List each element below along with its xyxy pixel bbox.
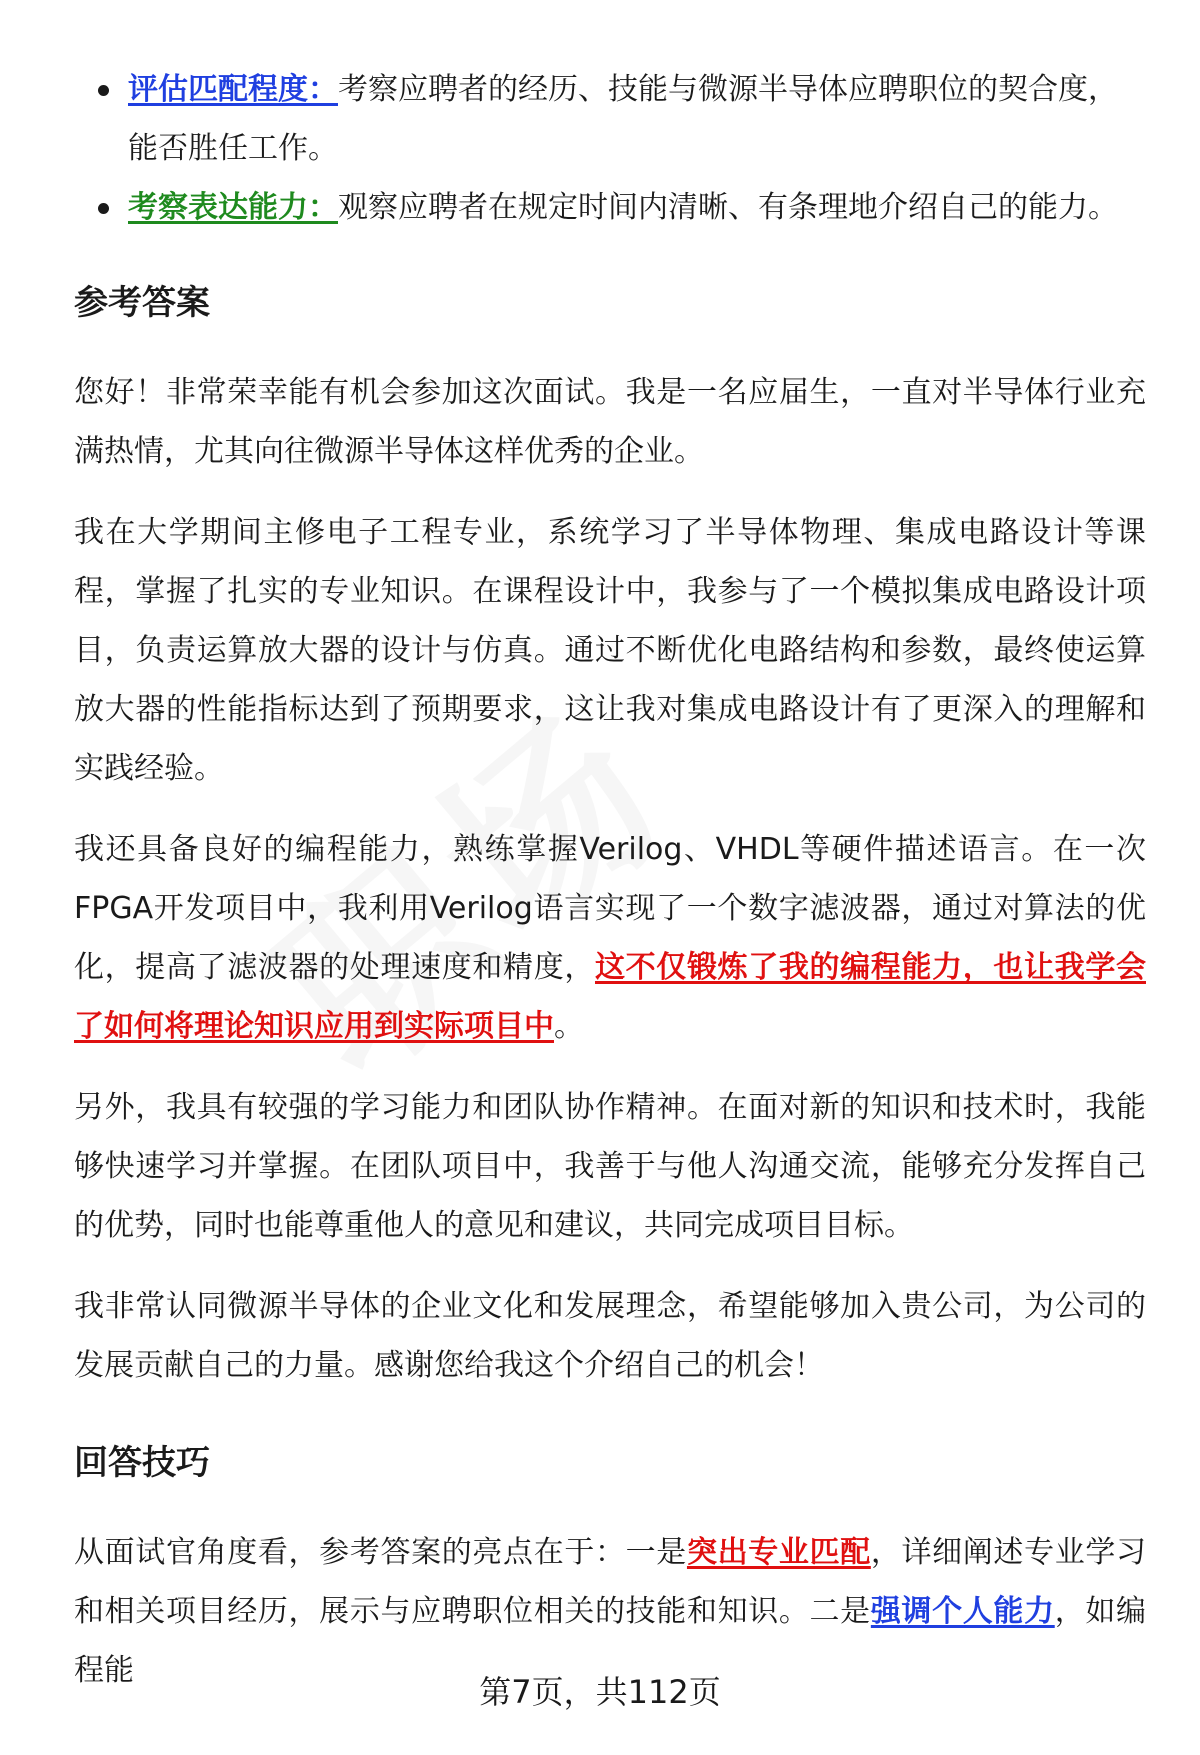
highlight-text: 强调个人能力 [870,1594,1055,1629]
answer-paragraph: 您好！非常荣幸能有机会参加这次面试。我是一名应届生，一直对半导体行业充满热情，尤其向往微源半导体这样优秀的企业。 [74,375,1146,469]
criteria-list [74,60,1146,237]
paragraph-text: ，详细阐述专业学习和相关项目经历，展示与应聘职位相关的技能和知识。二是 [74,1535,1147,1629]
bullet-text: 考察应聘者的经历、技能与微源半导体应聘职位的契合度，能否胜任工作。 [128,72,1118,166]
bullet-label: 评估匹配程度： [128,72,338,107]
bullet-text: 观察应聘者在规定时间内清晰、有条理地介绍自己的能力。 [338,190,1118,225]
section-heading: 参考答案 [74,283,210,323]
bullet-dot [98,203,109,214]
answer-paragraph: 我非常认同微源半导体的企业文化和发展理念，希望能够加入贵公司，为公司的发展贡献自己的力量。感谢您给我这个介绍自己的机会！ [74,1289,1146,1383]
paragraph-text: 从面试官角度看，参考答案的亮点在于：一是 [74,1535,687,1570]
bullet-label: 考察表达能力： [128,190,338,225]
bullet-dot [98,85,109,96]
section-heading: 回答技巧 [74,1443,210,1483]
paragraph-text: 。 [554,1009,584,1044]
answer-paragraph [74,820,1146,1056]
page-content [74,60,1146,1700]
list-item [74,60,1146,178]
page-number: 第7页，共112页 [479,1673,721,1711]
highlight-text: 这不仅锻炼了我的编程能力，也让我学会了如何将理论知识应用到实际项目中 [74,950,1146,1044]
paragraph-text: 我还具备良好的编程能力，熟练掌握Verilog、VHDL等硬件描述语言。在一次FPGA开发项目中，我利用Verilog语言实现了一个数字滤波器，通过对算法的优化，提高了滤波器的处理速度和精度， [74,832,1146,985]
paragraph-text: ，如编程能 [74,1594,1147,1688]
answer-paragraph: 我在大学期间主修电子工程专业，系统学习了半导体物理、集成电路设计等课程，掌握了扎实的专业知识。在课程设计中，我参与了一个模拟集成电路设计项目，负责运算放大器的设计与仿真。通过不断优化电路结构和参数，最终使运算放大器的性能指标达到了预期要求，这让我对集成电路设计有了更深入的理解和实践经验。 [74,515,1146,786]
list-item [74,178,1146,237]
answer-paragraph: 另外，我具有较强的学习能力和团队协作精神。在面对新的知识和技术时，我能够快速学习并掌握。在团队项目中，我善于与他人沟通交流，能够充分发挥自己的优势，同时也能尊重他人的意见和建议，共同完成项目目标。 [74,1090,1146,1243]
highlight-text: 突出专业匹配 [686,1535,871,1570]
